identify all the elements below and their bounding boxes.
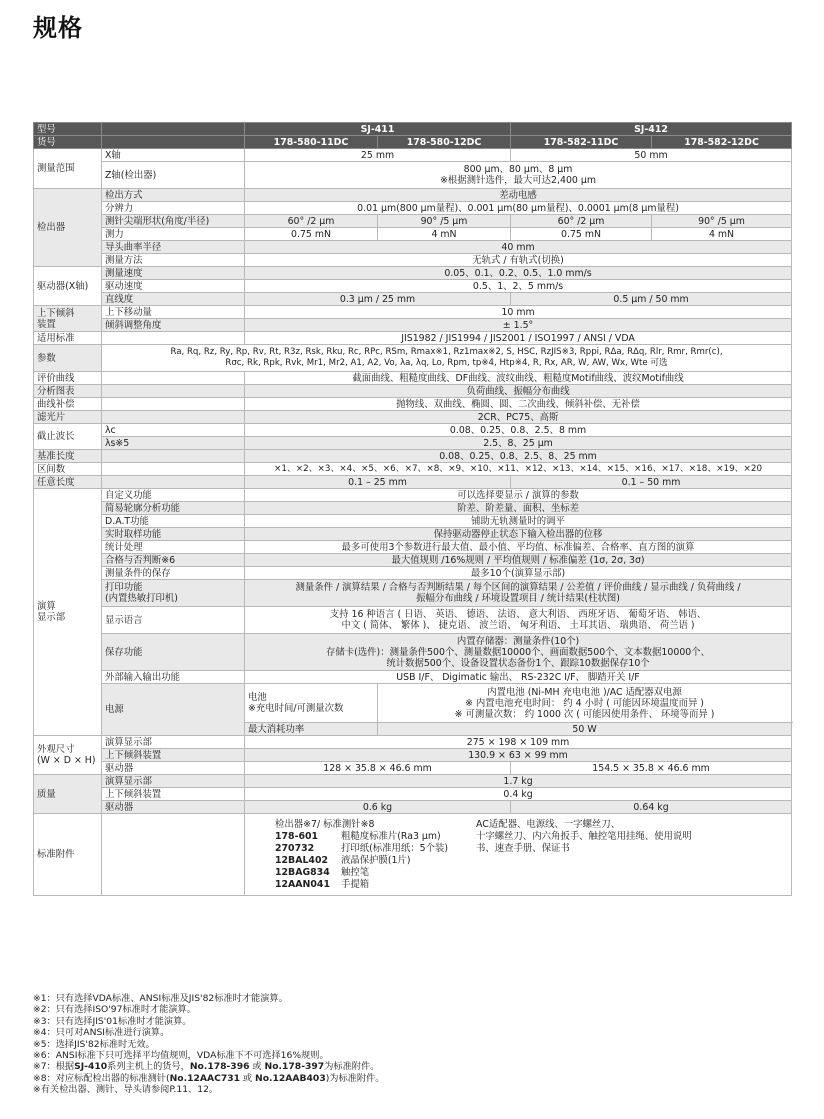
cell-value: 90° /5 µm — [652, 215, 792, 228]
row-label: 演算显示部 — [102, 736, 245, 749]
cell-value: 0.08、0.25、0.8、2.5、8 mm — [245, 424, 792, 437]
cell-value: 4 mN — [378, 228, 511, 241]
cell-value: 128 × 35.8 × 46.6 mm — [245, 762, 511, 775]
spec-table — [33, 122, 791, 896]
footnote-9: ※有关检出器、测针、导头请参阅P.11、12。 — [33, 1084, 219, 1096]
cell-value: 154.5 × 35.8 × 46.6 mm — [511, 762, 792, 775]
cell-value: 截面曲线、粗糙度曲线、DF曲线、波纹曲线、粗糙度Motif曲线、波纹Motif曲线 — [245, 372, 792, 385]
cell-value: 0.1 – 25 mm — [245, 476, 511, 489]
section-tilt: 上下倾斜 装置 — [34, 306, 102, 332]
code-4: 178-582-12DC — [652, 136, 792, 149]
cell-value: 60° /2 µm — [245, 215, 378, 228]
row-label: 测针尖端形状(角度/半径) — [102, 215, 245, 228]
section-mass: 质量 — [34, 775, 102, 814]
cell-value: 0.6 kg — [245, 801, 511, 814]
cell-value: 0.08、0.25、0.8、2.5、8、25 mm — [245, 450, 792, 463]
cell-value: 130.9 × 63 × 99 mm — [245, 749, 792, 762]
code-3: 178-582-11DC — [511, 136, 652, 149]
cell-value: JIS1982 / JIS1994 / JIS2001 / ISO1997 / ANSI / VDA — [245, 332, 792, 345]
list-item: 12BAG834 触控笔 — [275, 866, 370, 878]
cell-value: 负荷曲线、振幅分布曲线 — [245, 385, 792, 398]
cell-value: 抛物线、双曲线、椭圆、圆、二次曲线、倾斜补偿、无补偿 — [245, 398, 792, 411]
row-label: D.A.T功能 — [102, 515, 245, 528]
section-drive: 驱动器(X轴) — [34, 267, 102, 306]
cell-value: USB I/F、 Digimatic 输出、 RS-232C I/F、 脚踏开关 I/F — [245, 671, 792, 684]
cell-value: 25 mm — [245, 149, 511, 162]
code-2: 178-580-12DC — [378, 136, 511, 149]
row-label: 分辨力 — [102, 202, 245, 215]
cell-value: 800 µm、80 µm、8 µm ※根据测针选件，最大可达2,400 µm — [245, 162, 792, 189]
row-label: 保存功能 — [102, 634, 245, 671]
row-label: 上下倾斜装置 — [102, 749, 245, 762]
footnote-7: ※7：根据SJ-410系列主机上的货号，No.178-396 或 No.178-397为标准附件。 — [33, 1061, 380, 1073]
cell-value: 10 mm — [245, 306, 792, 319]
list-item: 12AAN041 手提箱 — [275, 878, 370, 890]
cell-value: 最大值规则 /16%规则 / 平均值规则 / 标准偏差 (1σ, 2σ, 3σ) — [245, 554, 792, 567]
row-label: 电池 ※充电时间/可测量次数 — [245, 684, 378, 723]
cell-value: 0.5 µm / 50 mm — [511, 293, 792, 306]
section-cutoff: 截止波长 — [34, 424, 102, 450]
row-label: 测量条件的保存 — [102, 567, 245, 580]
section-params: 参数 — [34, 345, 102, 372]
footnote: ※6：ANSI标准下只可选择平均值规则，VDA标准下不可选择16%规则。 — [33, 1050, 329, 1062]
cell-value: 0.64 kg — [511, 801, 792, 814]
row-label: λs※5 — [102, 437, 245, 450]
list-item: 12BAL402 液晶保护膜(1片) — [275, 854, 411, 866]
section-arbitrary: 任意长度 — [34, 476, 102, 489]
cell-value: 最多10个(演算显示部) — [245, 567, 792, 580]
cell-value: 0.3 µm / 25 mm — [245, 293, 511, 306]
cell-value: Ra, Rq, Rz, Ry, Rp, Rv, Rt, R3z, Rsk, Rku, Rc, RPc, RSm, Rmax※1, Rz1max※2, S, HSC, RzJIS※3, Rppi, RΔa, RΔq, Rlr, Rmr, Rmr(c), Rσc, Rk, Rpk, Rvk, Mr1, Mr2, A1, A2, Vo, λa, λq, Lo, Rpm, tp※4, Htp※4, R, Rx, AR, W, AW, Wx, Wte 可选 — [102, 345, 792, 372]
row-label: 驱动器 — [102, 762, 245, 775]
cell-value: 支持 16 种语言 ( 日语、 英语、 德语、 法语、 意大利语、 西班牙语、 葡萄牙语、 韩语、 中文 ( 简体、 繁体 )、 捷克语、 波兰语、 匈牙利语、 土耳其语、 瑞典语、 荷兰语 ) — [245, 607, 792, 634]
cell-value: ± 1.5° — [245, 319, 792, 332]
row-label: 导头曲率半径 — [102, 241, 245, 254]
section-sampling: 基准长度 — [34, 450, 102, 463]
row-label: 驱动器 — [102, 801, 245, 814]
header-code-label: 货号 — [34, 136, 102, 149]
cell-value: 铺助无轨测量时的调平 — [245, 515, 792, 528]
cell-value: 0.1 – 50 mm — [511, 476, 792, 489]
cell-value: 60° /2 µm — [511, 215, 652, 228]
row-label: 直线度 — [102, 293, 245, 306]
row-label: 简易轮廓分析功能 — [102, 502, 245, 515]
cell-value: 0.01 µm(800 µm量程)、0.001 µm(80 µm量程)、0.0001 µm(8 µm量程) — [245, 202, 792, 215]
section-detector: 检出器 — [34, 189, 102, 267]
cell-value: 无轨式 / 有轨式(切换) — [245, 254, 792, 267]
section-compensation: 曲线补偿 — [34, 398, 102, 411]
section-standards: 适用标准 — [34, 332, 102, 345]
row-label: 显示语言 — [102, 607, 245, 634]
section-accessories: 标准附件 — [34, 814, 102, 896]
row-label: λc — [102, 424, 245, 437]
row-label: 测力 — [102, 228, 245, 241]
accessories-cell — [245, 814, 792, 896]
cell-value: 可以选择要显示 / 演算的参数 — [245, 489, 792, 502]
row-label: 演算显示部 — [102, 775, 245, 788]
cell-value: 50 mm — [511, 149, 792, 162]
cell-value: 1.7 kg — [245, 775, 792, 788]
header-model-label: 型号 — [34, 123, 102, 136]
cell-value: 275 × 198 × 109 mm — [245, 736, 792, 749]
row-label: 倾斜调整角度 — [102, 319, 245, 332]
section-intervals: 区间数 — [34, 463, 102, 476]
cell-value: 内置存储器：测量条件(10个) 存储卡(选件)：测量条件500个、测量数据10000个、画面数据500个、文本数据10000个、 统计数据500个、设备设置状态备份1个、跟踪10数据保存10个 — [245, 634, 792, 671]
row-label: 实时取样功能 — [102, 528, 245, 541]
footnote: ※1：只有选择VDA标准、ANSI标准及JIS'82标准时才能演算。 — [33, 993, 288, 1004]
footnotes — [33, 993, 793, 1096]
list-item: 270732 打印纸(标准用纸：5个装) — [275, 842, 449, 854]
cell-value: 0.75 mN — [511, 228, 652, 241]
cell-value: 阶差、阶差量、面积、坐标差 — [245, 502, 792, 515]
cell-value: ×1、×2、×3、×4、×5、×6、×7、×8、×9、×10、×11、×12、×13、×14、×15、×16、×17、×18、×19、×20 — [245, 463, 792, 476]
cell-value: 40 mm — [245, 241, 792, 254]
row-label: 自定义功能 — [102, 489, 245, 502]
model-sj412: SJ-412 — [511, 123, 792, 136]
accessories-other: AC适配器、电源线、一字螺丝刀、 十字螺丝刀、内六角扳手、触控笔用挂绳、使用说明 书、速查手册、保证书 — [476, 818, 692, 854]
section-measure-range: 测量范围 — [34, 149, 102, 189]
cell-value: 0.5、1、2、5 mm/s — [245, 280, 792, 293]
row-label: X轴 — [102, 149, 245, 162]
section-curves: 评价曲线 — [34, 372, 102, 385]
row-label: 测量速度 — [102, 267, 245, 280]
cell-value: 最多可使用3个参数进行最大值、最小值、平均值、标准偏差、合格率、直方图的演算 — [245, 541, 792, 554]
section-processor: 演算 显示部 — [34, 489, 102, 736]
section-graphs: 分析图表 — [34, 385, 102, 398]
section-filter: 滤光片 — [34, 411, 102, 424]
section-power: 电源 — [102, 684, 245, 736]
row-label: 最大消耗功率 — [245, 723, 378, 736]
row-label: 合格与否判断※6 — [102, 554, 245, 567]
code-1: 178-580-11DC — [245, 136, 378, 149]
cell-value: 测量条件 / 演算结果 / 合格与否判断结果 / 每个区间的演算结果 / 公差值 / 评价曲线 / 显示曲线 / 负荷曲线 / 振幅分布曲线 / 环境设置项目 / 统计结果(柱状图) — [245, 580, 792, 607]
footnote: ※4：只可对ANSI标准进行演算。 — [33, 1027, 170, 1039]
row-label: 统计处理 — [102, 541, 245, 554]
cell-value: 50 W — [378, 723, 792, 736]
footnote-8: ※8：对应标配检出器的标准测针(No.12AAC731 或 No.12AAB403)为标准附件。 — [33, 1072, 385, 1084]
row-label: 上下倾斜装置 — [102, 788, 245, 801]
cell-value: 2.5、8、25 µm — [245, 437, 792, 450]
page-title: 规格 — [33, 14, 83, 42]
row-label: 驱动速度 — [102, 280, 245, 293]
cell-value: 2CR、PC75、高斯 — [245, 411, 792, 424]
accessories-heading: 检出器※7/ 标准测针※8 — [275, 818, 375, 830]
cell-value: 差动电感 — [245, 189, 792, 202]
row-label: 检出方式 — [102, 189, 245, 202]
section-dimensions: 外观尺寸 (W × D × H) — [34, 736, 102, 775]
row-label: 打印功能 (内置热敏打印机) — [102, 580, 245, 607]
row-label: 上下移动量 — [102, 306, 245, 319]
cell-value: 保持驱动器停止状态下输入检出器的位移 — [245, 528, 792, 541]
footnote: ※5：选择JIS'82标准时无效。 — [33, 1038, 155, 1050]
cell-value: 内置电池 (Ni-MH 充电电池 )/AC 适配器双电源 ※ 内置电池充电时间： 约 4 小时 ( 可能因环境温度而异 ) ※ 可测量次数： 约 1000 次 ( 可能因使用条件、 环境等而异 ) — [378, 684, 792, 723]
row-label: Z轴(检出器) — [102, 162, 245, 189]
list-item: 178-601 粗糙度标准片(Ra3 µm) — [275, 830, 441, 842]
cell-value: 0.4 kg — [245, 788, 792, 801]
row-label: 测量方法 — [102, 254, 245, 267]
model-sj411: SJ-411 — [245, 123, 511, 136]
cell-value: 4 mN — [652, 228, 792, 241]
cell-value: 0.75 mN — [245, 228, 378, 241]
row-label: 外部输入输出功能 — [102, 671, 245, 684]
cell-value: 0.05、0.1、0.2、0.5、1.0 mm/s — [245, 267, 792, 280]
footnote: ※2：只有选择ISO'97标准时才能演算。 — [33, 1004, 196, 1016]
footnote: ※3：只有选择JIS'01标准时才能演算。 — [33, 1015, 192, 1027]
cell-value: 90° /5 µm — [378, 215, 511, 228]
